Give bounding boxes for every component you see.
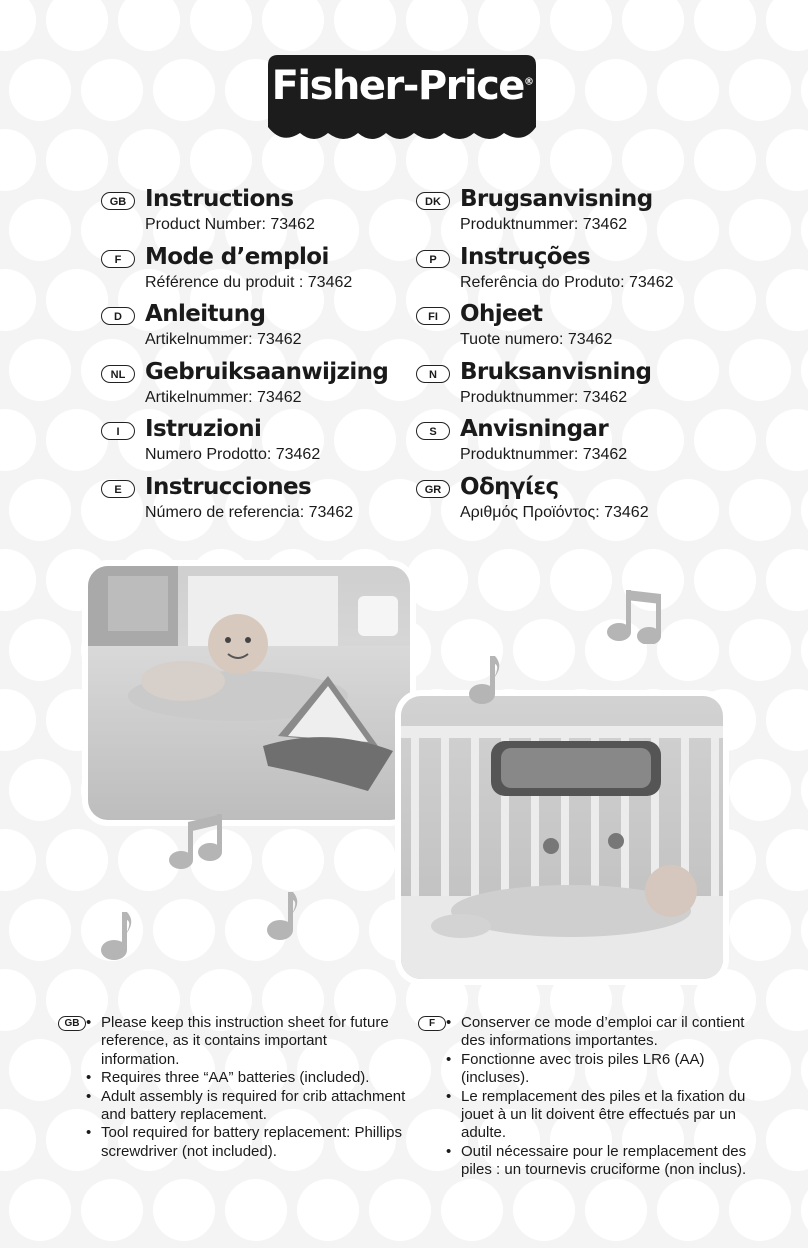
language-title: Instruções — [460, 243, 591, 270]
background-dot — [46, 829, 108, 891]
background-dot — [46, 269, 108, 331]
background-dot — [441, 1179, 503, 1241]
language-code-badge: NL — [101, 365, 135, 383]
language-title: Gebruiksaanwijzing — [145, 358, 389, 385]
background-dot — [729, 899, 791, 961]
baby-tummy-time-photo — [82, 560, 416, 826]
background-dot — [334, 409, 396, 471]
language-code-badge: FI — [416, 307, 450, 325]
bullet-item: • Fonctionne avec trois piles LR6 (AA) (incluses). — [446, 1051, 751, 1088]
background-dot — [297, 899, 359, 961]
language-code-badge: E — [101, 480, 135, 498]
background-dot — [729, 199, 791, 261]
language-code-badge: DK — [416, 192, 450, 210]
background-dot — [118, 129, 180, 191]
bullet-item: • Outil nécessaire pour le remplacement des piles : un tournevis cruciforme (non inclus). — [446, 1143, 751, 1180]
bullet-item: • Tool required for battery replacement: Phillips screwdriver (not included). — [86, 1124, 406, 1161]
background-dot — [9, 759, 71, 821]
background-dot — [478, 549, 540, 611]
background-dot — [513, 1179, 575, 1241]
bullet-item: • Please keep this instruction sheet for future reference, as it contains important information. — [86, 1014, 406, 1069]
language-title: Instrucciones — [145, 473, 312, 500]
background-dot — [9, 199, 71, 261]
product-number: Produktnummer: 73462 — [460, 216, 628, 233]
product-number: Product Number: 73462 — [145, 216, 315, 233]
product-number: Tuote numero: 73462 — [460, 331, 613, 348]
background-dot — [622, 409, 684, 471]
background-dot — [225, 1179, 287, 1241]
background-dot — [9, 619, 71, 681]
background-dot — [550, 549, 612, 611]
background-dot — [657, 339, 719, 401]
language-title: Mode d’emploi — [145, 243, 329, 270]
background-dot — [9, 479, 71, 541]
background-dot — [657, 59, 719, 121]
product-number: Número de referencia: 73462 — [145, 503, 354, 521]
background-dot — [297, 1179, 359, 1241]
product-number: Artikelnummer: 73462 — [145, 388, 302, 406]
background-dot — [262, 829, 324, 891]
language-title: Anleitung — [145, 301, 266, 327]
background-dot — [9, 1039, 71, 1101]
background-dot — [9, 339, 71, 401]
background-dot — [81, 1179, 143, 1241]
background-dot — [657, 619, 719, 681]
language-code-badge: I — [101, 422, 135, 440]
music-note-icon — [100, 910, 136, 962]
background-dot — [729, 339, 791, 401]
background-dot — [46, 409, 108, 471]
background-dot — [81, 59, 143, 121]
music-note-icon — [266, 890, 302, 942]
background-dot — [585, 59, 647, 121]
background-dot — [694, 269, 756, 331]
background-dot — [657, 199, 719, 261]
language-code-badge: P — [416, 250, 450, 268]
bullet-item: • Le remplacement des piles et la fixation du jouet à un lit doivent être effectués par un adulte. — [446, 1088, 751, 1143]
language-title: Anvisningar — [460, 416, 609, 442]
language-code-badge: D — [101, 307, 135, 325]
logo-wordmark: Fisher-Price® — [271, 63, 533, 109]
background-dot — [9, 899, 71, 961]
background-dot — [694, 409, 756, 471]
language-code-badge: GB — [58, 1016, 86, 1031]
background-dot — [550, 129, 612, 191]
background-dot — [9, 1179, 71, 1241]
background-dot — [622, 129, 684, 191]
background-dot — [729, 759, 791, 821]
background-dot — [694, 549, 756, 611]
background-dot — [513, 619, 575, 681]
background-dot — [729, 619, 791, 681]
music-note-icon — [606, 584, 662, 644]
bullet-item: • Adult assembly is required for crib attachment and battery replacement. — [86, 1088, 406, 1125]
product-number: Produktnummer: 73462 — [460, 446, 628, 463]
background-dot — [190, 129, 252, 191]
background-dot — [9, 59, 71, 121]
background-dot — [694, 129, 756, 191]
language-code-badge: GR — [416, 480, 450, 498]
language-code-badge: S — [416, 422, 450, 440]
background-dot — [729, 1179, 791, 1241]
music-note-icon — [466, 652, 506, 706]
background-dot — [369, 1179, 431, 1241]
music-note-icon — [168, 812, 224, 874]
background-dot — [729, 59, 791, 121]
language-title: Οδηγίες — [460, 473, 559, 500]
fisher-price-logo — [268, 55, 536, 145]
background-dot — [585, 1179, 647, 1241]
language-code-badge: F — [418, 1016, 446, 1031]
product-number: Numero Prodotto: 73462 — [145, 446, 321, 463]
background-dot — [153, 59, 215, 121]
product-number: Référence du produit : 73462 — [145, 273, 353, 291]
language-title: Instructions — [145, 186, 294, 212]
language-code-badge: F — [101, 250, 135, 268]
baby-crib-toy-photo — [395, 690, 729, 985]
language-title: Istruzioni — [145, 416, 262, 442]
language-title: Brugsanvisning — [460, 186, 653, 212]
bullet-item: • Requires three “AA” batteries (included). — [86, 1069, 406, 1087]
background-dot — [729, 479, 791, 541]
product-number: Artikelnummer: 73462 — [145, 331, 302, 348]
language-title: Bruksanvisning — [460, 358, 652, 385]
language-title: Ohjeet — [460, 301, 543, 327]
language-code-badge: N — [416, 365, 450, 383]
product-number: Produktnummer: 73462 — [460, 388, 628, 406]
background-dot — [657, 479, 719, 541]
background-dot — [406, 409, 468, 471]
background-dot — [46, 129, 108, 191]
background-dot — [153, 899, 215, 961]
background-dot — [334, 829, 396, 891]
bullet-item: • Conserver ce mode d’emploi car il contient des informations importantes. — [446, 1014, 751, 1051]
product-number: Referência do Produto: 73462 — [460, 273, 674, 291]
background-dot — [153, 1179, 215, 1241]
language-code-badge: GB — [101, 192, 135, 210]
product-number: Αριθμός Προϊόντος: 73462 — [460, 503, 649, 521]
background-dot — [657, 1179, 719, 1241]
